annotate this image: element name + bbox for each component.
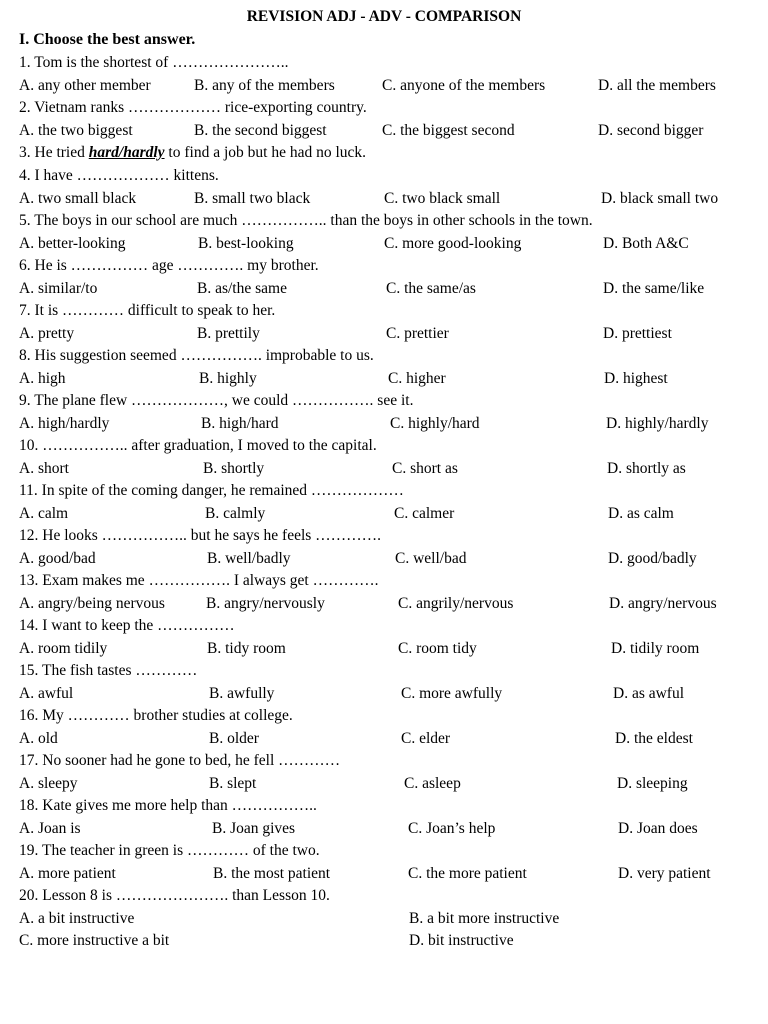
answer-option-d[interactable]: D. tidily room: [611, 639, 700, 657]
answer-option-a[interactable]: A. high: [19, 369, 66, 387]
answer-option-d[interactable]: D. highest: [604, 369, 668, 387]
section-heading: I. Choose the best answer.: [19, 31, 196, 48]
answer-option-c[interactable]: C. calmer: [394, 504, 455, 522]
answer-option-b[interactable]: B. angry/nervously: [206, 594, 325, 612]
question-stem: 10. …………….. after graduation, I moved to the capital.: [19, 437, 377, 454]
answer-option-c[interactable]: C. more awfully: [401, 684, 503, 702]
answer-option-d[interactable]: D. prettiest: [603, 324, 672, 342]
answer-option-d[interactable]: D. second bigger: [598, 121, 704, 139]
answer-option-d[interactable]: D. as calm: [608, 504, 674, 522]
answer-option-b[interactable]: B. the most patient: [213, 864, 331, 882]
question-stem-text: to find a job but he had no luck.: [164, 144, 367, 161]
answer-option-a[interactable]: A. awful: [19, 684, 74, 702]
question-stem: 11. In spite of the coming danger, he remained ………………: [19, 482, 404, 499]
question-stem: 2. Vietnam ranks ……………… rice-exporting country.: [19, 99, 367, 116]
question-stem: 1. Tom is the shortest of …………………..: [19, 54, 289, 71]
answer-option-a[interactable]: A. high/hardly: [19, 414, 110, 432]
answer-option-a[interactable]: A. angry/being nervous: [19, 594, 165, 612]
answer-option-a[interactable]: A. calm: [19, 504, 69, 522]
answer-option-a[interactable]: A. two small black: [19, 189, 137, 207]
answer-option-c[interactable]: C. well/bad: [395, 549, 467, 567]
answer-option-c[interactable]: C. two black small: [384, 189, 501, 207]
answer-option-b[interactable]: B. prettily: [197, 324, 260, 342]
question-stem-text: 3. He tried: [19, 144, 89, 161]
question-stem: 5. The boys in our school are much …………….. than the boys in other schools in the town.: [19, 212, 593, 229]
question-stem: 15. The fish tastes …………: [19, 662, 198, 679]
answer-option-a[interactable]: A. the two biggest: [19, 121, 133, 139]
answer-option-d[interactable]: D. highly/hardly: [606, 414, 709, 432]
answer-option-a[interactable]: A. room tidily: [19, 639, 108, 657]
answer-option-a[interactable]: A. a bit instructive: [19, 909, 135, 927]
answer-option-d[interactable]: D. as awful: [613, 684, 685, 702]
answer-option-d[interactable]: D. black small two: [601, 189, 719, 207]
answer-option-a[interactable]: A. better-looking: [19, 234, 126, 252]
answer-option-b[interactable]: B. best-looking: [198, 234, 294, 252]
answer-option-a[interactable]: A. more patient: [19, 864, 116, 882]
question-stem: 4. I have ……………… kittens.: [19, 167, 219, 184]
answer-option-c[interactable]: C. elder: [401, 729, 451, 747]
answer-option-d[interactable]: D. angry/nervous: [609, 594, 717, 612]
answer-option-b[interactable]: B. the second biggest: [194, 121, 327, 139]
answer-option-b[interactable]: B. any of the members: [194, 76, 335, 94]
answer-option-b[interactable]: B. well/badly: [207, 549, 291, 567]
answer-option-c[interactable]: C. the more patient: [408, 864, 527, 882]
answer-option-c[interactable]: C. more good-looking: [384, 234, 522, 252]
answer-option-b[interactable]: B. calmly: [205, 504, 266, 522]
answer-option-c[interactable]: C. the biggest second: [382, 121, 515, 139]
answer-option-b[interactable]: B. awfully: [209, 684, 275, 702]
answer-option-b[interactable]: B. highly: [199, 369, 257, 387]
answer-option-d[interactable]: D. the same/like: [603, 279, 705, 297]
question-stem: 20. Lesson 8 is …………………. than Lesson 10.: [19, 887, 330, 904]
answer-option-d[interactable]: D. Both A&C: [603, 234, 689, 252]
question-stem: 19. The teacher in green is ………… of the two.: [19, 842, 320, 859]
question-stem: 16. My ………… brother studies at college.: [19, 707, 293, 724]
answer-option-c[interactable]: C. highly/hard: [390, 414, 480, 432]
answer-option-c[interactable]: C. more instructive a bit: [19, 932, 170, 949]
answer-option-b[interactable]: B. a bit more instructive: [409, 909, 560, 927]
question-stem: 13. Exam makes me ……………. I always get ………….: [19, 572, 379, 589]
answer-option-a[interactable]: A. any other member: [19, 76, 151, 94]
answer-option-d[interactable]: D. the eldest: [615, 729, 693, 747]
answer-option-c[interactable]: C. prettier: [386, 324, 449, 342]
answer-option-b[interactable]: B. older: [209, 729, 259, 747]
answer-option-d[interactable]: D. shortly as: [607, 459, 686, 477]
question-stem: [19, 144, 366, 162]
answer-option-a[interactable]: A. sleepy: [19, 774, 78, 792]
answer-option-a[interactable]: A. good/bad: [19, 549, 96, 567]
answer-option-b[interactable]: B. small two black: [194, 189, 311, 207]
question-stem: 18. Kate gives me more help than ……………..: [19, 797, 317, 814]
answer-option-b[interactable]: B. tidy room: [207, 639, 286, 657]
answer-option-c[interactable]: C. anyone of the members: [382, 76, 546, 94]
answer-option-b[interactable]: B. as/the same: [197, 279, 287, 297]
page-title: REVISION ADJ - ADV - COMPARISON: [246, 8, 522, 25]
answer-option-d[interactable]: D. very patient: [618, 864, 711, 882]
answer-option-d[interactable]: D. Joan does: [618, 819, 698, 837]
question-stem: 8. His suggestion seemed ……………. improbable to us.: [19, 347, 374, 364]
answer-option-a[interactable]: A. pretty: [19, 324, 75, 342]
answer-option-d[interactable]: D. sleeping: [617, 774, 688, 792]
question-stem: 9. The plane flew ………………, we could ……………. see it.: [19, 392, 414, 409]
question-stem: 17. No sooner had he gone to bed, he fell …………: [19, 752, 341, 769]
answer-option-c[interactable]: C. the same/as: [386, 279, 476, 297]
answer-option-c[interactable]: C. room tidy: [398, 639, 477, 657]
answer-option-d[interactable]: D. all the members: [598, 76, 716, 94]
answer-option-d[interactable]: D. bit instructive: [409, 932, 514, 949]
answer-option-c[interactable]: C. higher: [388, 369, 446, 387]
answer-option-a[interactable]: A. old: [19, 729, 58, 747]
answer-option-b[interactable]: B. shortly: [203, 459, 265, 477]
answer-option-c[interactable]: C. short as: [392, 459, 458, 477]
answer-option-b[interactable]: B. slept: [209, 774, 257, 792]
question-stem: 14. I want to keep the ……………: [19, 617, 235, 634]
answer-option-a[interactable]: A. short: [19, 459, 69, 477]
question-stem: 12. He looks …………….. but he says he feels ………….: [19, 527, 382, 544]
answer-option-c[interactable]: C. asleep: [404, 774, 461, 792]
emphasized-choice: hard/hardly: [88, 144, 165, 161]
answer-option-c[interactable]: C. angrily/nervous: [398, 594, 514, 612]
answer-option-d[interactable]: D. good/badly: [608, 549, 697, 567]
question-stem: 6. He is …………… age …………. my brother.: [19, 257, 319, 274]
answer-option-a[interactable]: A. similar/to: [19, 279, 98, 297]
answer-option-a[interactable]: A. Joan is: [19, 819, 81, 837]
answer-option-c[interactable]: C. Joan’s help: [408, 819, 496, 837]
question-stem: 7. It is ………… difficult to speak to her.: [19, 302, 276, 319]
answer-option-b[interactable]: B. high/hard: [201, 414, 279, 432]
answer-option-b[interactable]: B. Joan gives: [212, 819, 296, 837]
